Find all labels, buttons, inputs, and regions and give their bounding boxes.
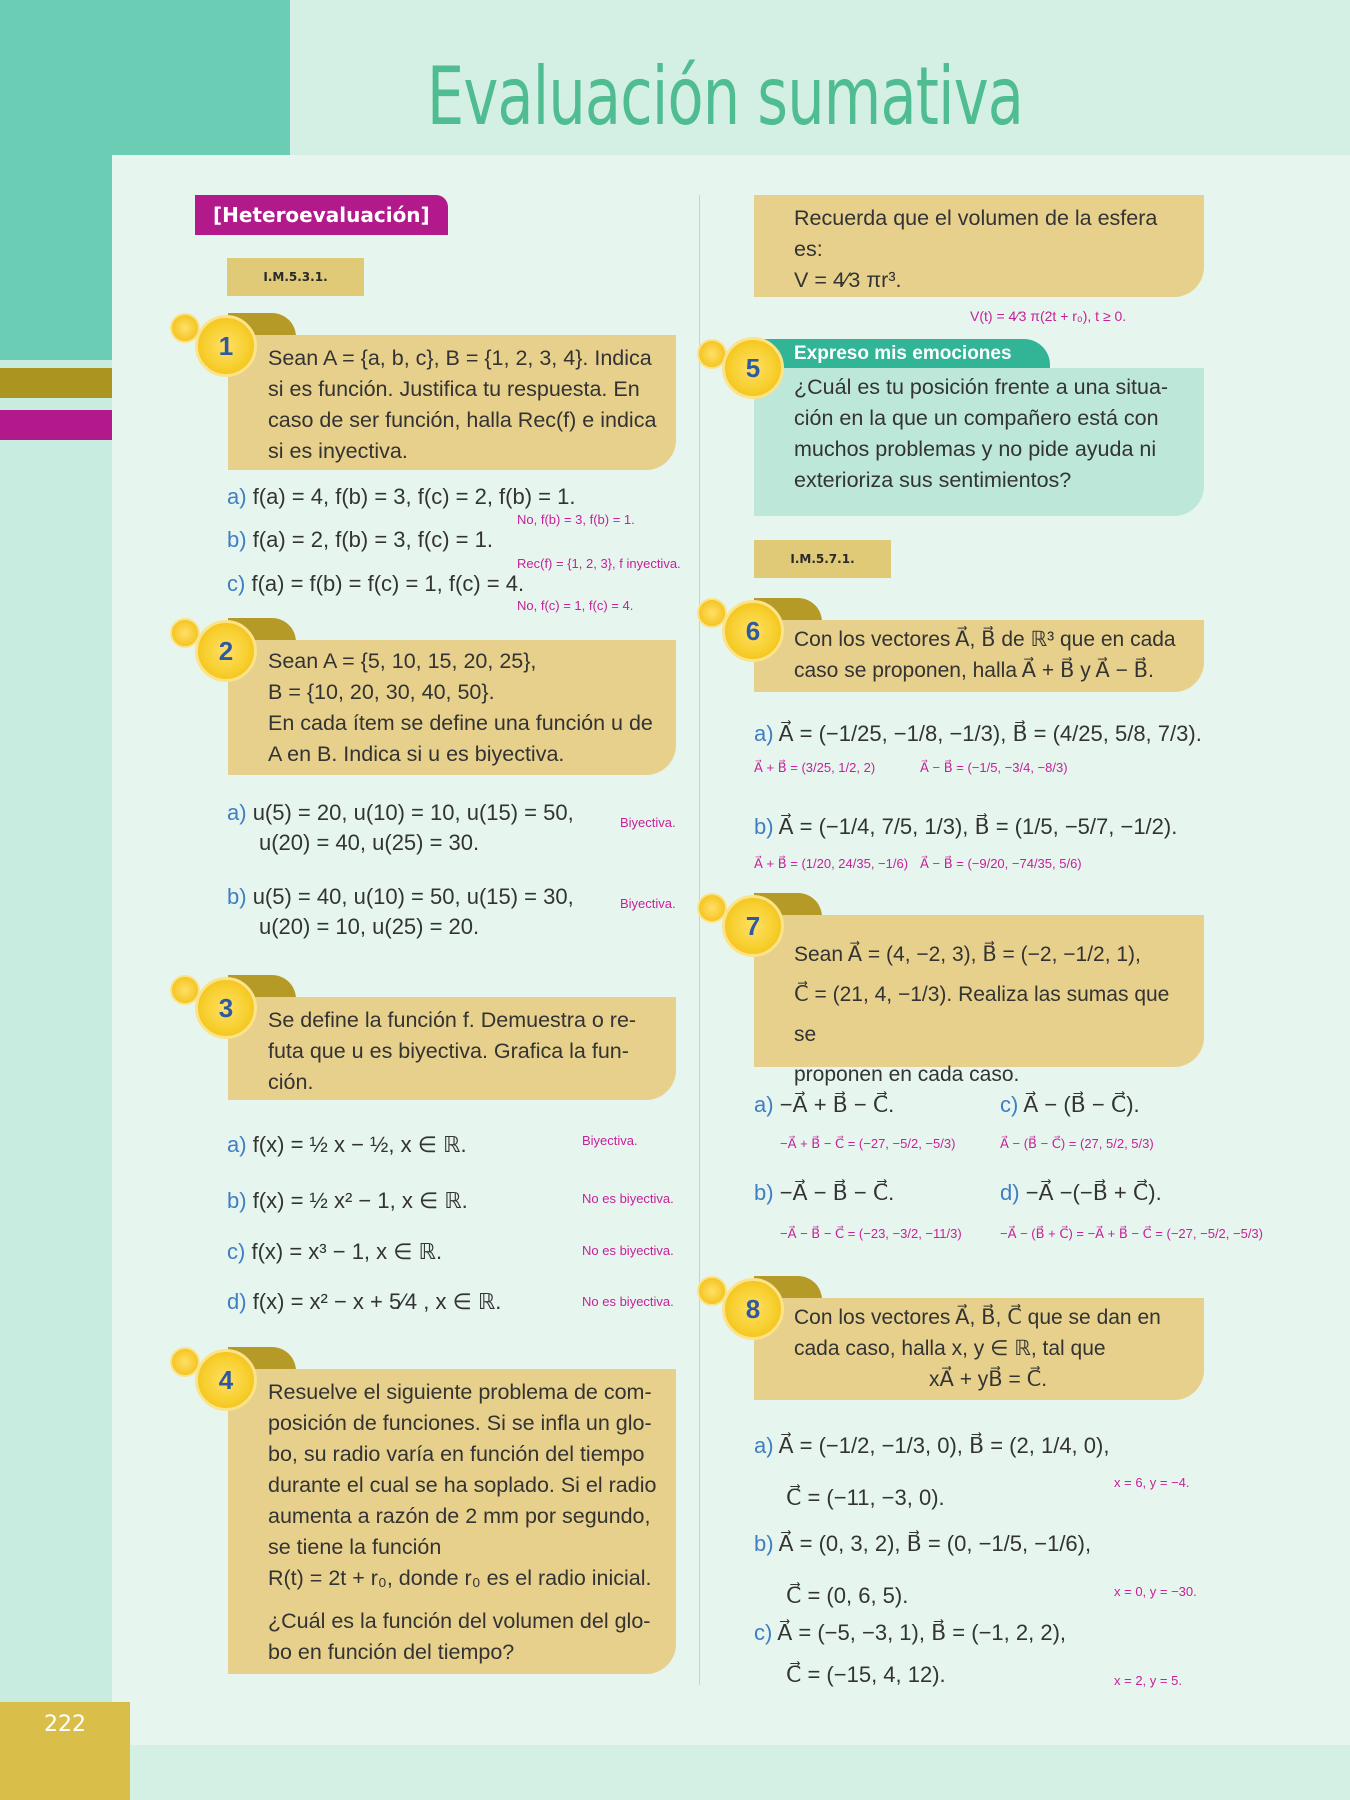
q1-line: si es función. Justifica tu respuesta. En — [268, 377, 640, 401]
q1-line: Sean A = {a, b, c}, B = {1, 2, 3, 4}. Indica — [268, 346, 652, 370]
q8-item-a — [754, 1420, 1109, 1524]
q2-line: Sean A = {5, 10, 15, 20, 25}, — [268, 649, 537, 673]
reminder-line: Recuerda que el volumen de la esfera es: — [794, 206, 1158, 261]
q8-answer-a: x = 6, y = −4. — [1114, 1475, 1190, 1490]
q4-line: posición de funciones. Si se infla un glo- — [268, 1411, 652, 1435]
item-label: a) — [754, 721, 774, 746]
q8-answer-c: x = 2, y = 5. — [1114, 1673, 1182, 1688]
q3-item-b — [227, 1186, 468, 1216]
indicator-code-1: I.M.5.3.1. — [227, 258, 364, 296]
q8-line: Con los vectores A⃗, B⃗, C⃗ que se dan en — [794, 1306, 1161, 1329]
item-text: C⃗ = (−15, 4, 12). — [786, 1662, 946, 1687]
q2-line: B = {10, 20, 30, 40, 50}. — [268, 680, 495, 704]
q6-line: Con los vectores A⃗, B⃗ de ℝ³ que en cada — [794, 628, 1176, 651]
q5-line: exterioriza sus sentimientos? — [794, 468, 1072, 492]
q7-answer-b: −A⃗ − B⃗ − C⃗ = (−23, −3/2, −11/3) — [780, 1226, 962, 1241]
item-label: c) — [227, 571, 246, 596]
q7-answer-a: −A⃗ + B⃗ − C⃗ = (−27, −5/2, −5/3) — [780, 1136, 956, 1151]
q7-item-c — [1000, 1090, 1140, 1120]
section-tag: [Heteroevaluación] — [195, 195, 448, 235]
q2-line: A en B. Indica si u es biyectiva. — [268, 742, 565, 766]
q1-item-a — [227, 482, 575, 512]
item-text: A⃗ = (−1/4, 7/5, 1/3), B⃗ = (1/5, −5/7, −1/2). — [778, 814, 1178, 839]
q7-line: proponen en cada caso. — [794, 1063, 1020, 1086]
q7-item-b — [754, 1178, 894, 1208]
q6-line: caso se proponen, halla A⃗ + B⃗ y A⃗ − B⃗. — [794, 659, 1154, 682]
q6-item-b — [754, 812, 1177, 842]
q4-answer: V(t) = 4⁄3 π(2t + r₀), t ≥ 0. — [970, 308, 1127, 324]
q6-answer-b-sum: A⃗ + B⃗ = (1/20, 24/35, −1/6) — [754, 856, 909, 871]
reminder-line: V = 4⁄3 πr³. — [794, 268, 902, 292]
item-text: u(5) = 40, u(10) = 50, u(15) = 30, — [252, 884, 574, 909]
q2-answer-b: Biyectiva. — [620, 896, 676, 911]
q3-line: futa que u es biyectiva. Grafica la fun- — [268, 1039, 629, 1063]
q3-box — [228, 997, 676, 1100]
q4-line: Resuelve el siguiente problema de com- — [268, 1380, 652, 1404]
q3-answer-d: No es biyectiva. — [582, 1294, 674, 1309]
q8-line: xA⃗ + yB⃗ = C⃗. — [929, 1368, 1048, 1391]
q1-box — [228, 335, 676, 470]
item-text: u(20) = 40, u(25) = 30. — [259, 830, 480, 855]
magenta-tab-marker — [0, 410, 112, 440]
item-text: C⃗ = (0, 6, 5). — [786, 1583, 909, 1608]
item-text: A⃗ − (B⃗ − C⃗). — [1023, 1092, 1140, 1117]
q8-answer-b: x = 0, y = −30. — [1114, 1584, 1197, 1599]
q3-number-badge: 3 — [195, 977, 257, 1039]
item-text: A⃗ = (−1/2, −1/3, 0), B⃗ = (2, 1/4, 0), — [778, 1433, 1110, 1458]
q4-line: aumenta a razón de 2 mm por segundo, — [268, 1504, 651, 1528]
olive-tab-marker — [0, 368, 112, 398]
item-label: b) — [227, 1188, 247, 1213]
item-text: f(a) = 2, f(b) = 3, f(c) = 1. — [252, 527, 493, 552]
left-margin-strip — [0, 360, 112, 1800]
q2-number-badge: 2 — [195, 620, 257, 682]
q1-item-c — [227, 569, 524, 599]
page-title: Evaluación sumativa — [426, 50, 1024, 143]
q4-line: bo, su radio varía en función del tiempo — [268, 1442, 645, 1466]
q8-line: cada caso, halla x, y ∈ ℝ, tal que — [794, 1337, 1106, 1360]
item-text: A⃗ = (−5, −3, 1), B⃗ = (−1, 2, 2), — [777, 1620, 1067, 1645]
item-label: b) — [754, 1531, 774, 1556]
q6-answer-a-diff: A⃗ − B⃗ = (−1/5, −3/4, −8/3) — [920, 760, 1068, 775]
q4-reminder-box — [754, 195, 1204, 297]
item-label: b) — [227, 527, 247, 552]
q8-item-c — [754, 1612, 1066, 1696]
q2-item-a — [227, 798, 574, 858]
item-label: d) — [227, 1289, 247, 1314]
item-text: −A⃗ −(−B⃗ + C⃗). — [1025, 1180, 1162, 1205]
q5-header: Expreso mis emociones — [754, 339, 1050, 369]
q3-item-c — [227, 1237, 442, 1267]
q5-number-badge: 5 — [722, 337, 784, 399]
q4-number-badge: 4 — [195, 1349, 257, 1411]
item-label: a) — [227, 800, 247, 825]
q1-item-b — [227, 525, 493, 555]
q4-line: durante el cual se ha soplado. Si el radio — [268, 1473, 657, 1497]
item-text: f(a) = 4, f(b) = 3, f(c) = 2, f(b) = 1. — [252, 484, 576, 509]
item-text: f(x) = x² − x + 5⁄4 , x ∈ ℝ. — [252, 1289, 502, 1314]
q7-line: C⃗ = (21, 4, −1/3). Realiza las sumas que se — [794, 983, 1170, 1046]
q2-item-b — [227, 882, 574, 942]
q6-answer-b-diff: A⃗ − B⃗ = (−9/20, −74/35, 5/6) — [920, 856, 1082, 871]
indicator-code-2: I.M.5.7.1. — [754, 540, 891, 578]
q4-question-line: bo en función del tiempo? — [268, 1640, 515, 1664]
q1-answer-c: No, f(c) = 1, f(c) = 4. — [517, 598, 634, 613]
q6-number-badge: 6 — [722, 600, 784, 662]
item-label: b) — [227, 884, 247, 909]
item-text: −A⃗ + B⃗ − C⃗. — [779, 1092, 895, 1117]
q3-line: Se define la función f. Demuestra o re- — [268, 1008, 637, 1032]
item-text: f(x) = x³ − 1, x ∈ ℝ. — [251, 1239, 443, 1264]
item-text: f(x) = ½ x² − 1, x ∈ ℝ. — [252, 1188, 468, 1213]
item-text: −A⃗ − B⃗ − C⃗. — [779, 1180, 895, 1205]
q5-line: muchos problemas y no pide ayuda ni — [794, 437, 1157, 461]
q8-item-b — [754, 1518, 1091, 1622]
q7-answer-c: A⃗ − (B⃗ − C⃗) = (27, 5/2, 5/3) — [1000, 1136, 1154, 1151]
item-text: A⃗ = (0, 3, 2), B⃗ = (0, −1/5, −1/6), — [778, 1531, 1092, 1556]
item-text: f(a) = f(b) = f(c) = 1, f(c) = 4. — [251, 571, 525, 596]
item-label: a) — [754, 1092, 774, 1117]
q4-question-line: ¿Cuál es la función del volumen del glo- — [268, 1609, 651, 1633]
page-number: 222 — [44, 1712, 86, 1737]
q7-item-d — [1000, 1178, 1162, 1208]
item-label: a) — [227, 1132, 247, 1157]
q3-answer-c: No es biyectiva. — [582, 1243, 674, 1258]
item-label: d) — [1000, 1180, 1020, 1205]
item-label: c) — [1000, 1092, 1019, 1117]
q1-answer-b: Rec(f) = {1, 2, 3}, f inyectiva. — [517, 556, 681, 571]
q8-number-badge: 8 — [722, 1278, 784, 1340]
q7-number-badge: 7 — [722, 895, 784, 957]
q5-box — [754, 368, 1204, 516]
q7-line: Sean A⃗ = (4, −2, 3), B⃗ = (−2, −1/2, 1), — [794, 943, 1141, 966]
q8-box — [754, 1298, 1204, 1400]
q6-answer-a-sum: A⃗ + B⃗ = (3/25, 1/2, 2) — [754, 760, 876, 775]
item-label: c) — [754, 1620, 773, 1645]
q5-line: ción en la que un compañero está con — [794, 406, 1159, 430]
q3-item-d — [227, 1287, 501, 1317]
q4-box — [228, 1369, 676, 1674]
q6-item-a — [754, 719, 1202, 749]
item-text: f(x) = ½ x − ½, x ∈ ℝ. — [252, 1132, 467, 1157]
q5-line: ¿Cuál es tu posición frente a una situa- — [794, 375, 1169, 399]
item-text: A⃗ = (−1/25, −1/8, −1/3), B⃗ = (4/25, 5/8, 7/3). — [778, 721, 1202, 746]
item-label: a) — [227, 484, 247, 509]
q3-answer-a: Biyectiva. — [582, 1133, 638, 1148]
item-label: a) — [754, 1433, 774, 1458]
q1-number-badge: 1 — [195, 315, 257, 377]
item-text: u(20) = 10, u(25) = 20. — [259, 914, 480, 939]
item-text: u(5) = 20, u(10) = 10, u(15) = 50, — [252, 800, 574, 825]
item-label: c) — [227, 1239, 246, 1264]
q2-line: En cada ítem se define una función u de — [268, 711, 653, 735]
q7-answer-d: −A⃗ − (B⃗ + C⃗) = −A⃗ + B⃗ − C⃗ = (−27, −5/2, −5/3) — [1000, 1226, 1263, 1241]
q3-item-a — [227, 1130, 467, 1160]
q7-item-a — [754, 1090, 894, 1120]
q1-answer-a: No, f(b) = 3, f(b) = 1. — [517, 512, 635, 527]
item-label: b) — [754, 814, 774, 839]
q2-box — [228, 640, 676, 775]
item-text: C⃗ = (−11, −3, 0). — [786, 1485, 945, 1510]
q7-box — [754, 915, 1204, 1086]
q4-line: se tiene la función — [268, 1535, 442, 1559]
column-divider — [699, 195, 700, 1685]
q4-line: R(t) = 2t + r₀, donde r₀ es el radio inicial. — [268, 1566, 652, 1590]
q1-line: caso de ser función, halla Rec(f) e indica — [268, 408, 657, 432]
q3-answer-b: No es biyectiva. — [582, 1191, 674, 1206]
q2-answer-a: Biyectiva. — [620, 815, 676, 830]
q1-line: si es inyectiva. — [268, 439, 408, 463]
q6-box — [754, 620, 1204, 692]
q3-line: ción. — [268, 1070, 314, 1094]
item-label: b) — [754, 1180, 774, 1205]
